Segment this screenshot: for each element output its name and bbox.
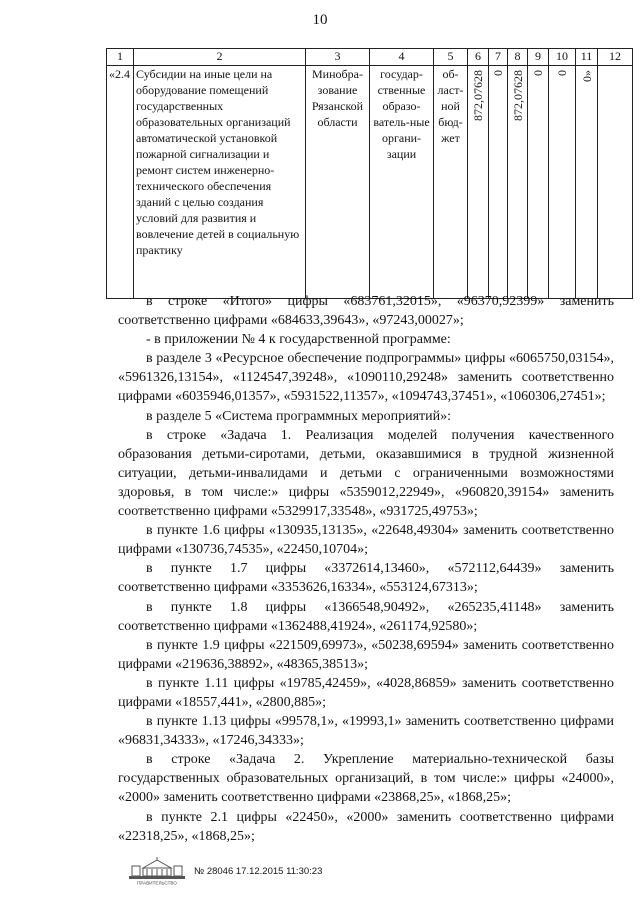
table-header: 6 bbox=[468, 49, 489, 66]
row-cell-10 bbox=[549, 66, 576, 299]
paragraph: в пункте 1.7 цифры «3372614,13460», «572112,64439» заменить соответственно цифрами «3353626,16334», «553124,67313»; bbox=[118, 561, 614, 596]
registration-stamp: № 28046 17.12.2015 11:30:23 bbox=[194, 865, 323, 877]
row-cell-11 bbox=[576, 66, 598, 299]
cell-value: 0» bbox=[579, 70, 594, 82]
paragraph: в разделе 5 «Система программных мероприятий»: bbox=[146, 408, 452, 424]
row-recipient: государ-ственные образо-ватель-ные органи-зации bbox=[370, 66, 434, 299]
row-responsible: Минобра-зование Рязанской области bbox=[306, 66, 370, 299]
body-text bbox=[118, 292, 614, 846]
row-cell-7 bbox=[489, 66, 508, 299]
program-table bbox=[106, 48, 633, 299]
cell-value: 872,07628 bbox=[471, 70, 485, 121]
paragraph: в строке «Задача 2. Укрепление материально-технической базы государственных образовательных организаций, в том числе:» цифры «24000», «2000» заменить соответственно цифрами «23868,25», «1868,25»; bbox=[118, 752, 614, 806]
table-header: 7 bbox=[489, 49, 508, 66]
paragraph: в пункте 1.9 цифры «221509,69973», «50238,69594» заменить соответственно цифрами «219636,38892», «48365,38513»; bbox=[118, 637, 614, 672]
paragraph: в пункте 1.13 цифры «99578,1», «19993,1» заменить соответственно цифрами «96831,34333», «17246,34333»; bbox=[118, 714, 614, 749]
table-header-row bbox=[107, 49, 633, 66]
table-header: 2 bbox=[134, 49, 306, 66]
cell-value: 872,07628 bbox=[510, 70, 525, 121]
paragraph: - в приложении № 4 к государственной программе: bbox=[146, 332, 451, 348]
page-number: 10 bbox=[312, 12, 328, 28]
table-header: 11 bbox=[576, 49, 598, 66]
seal-caption: ПРАВИТЕЛЬСТВО bbox=[137, 880, 177, 886]
table-header: 1 bbox=[107, 49, 134, 66]
table-header: 4 bbox=[370, 49, 434, 66]
table-header: 5 bbox=[434, 49, 468, 66]
table-header: 9 bbox=[528, 49, 549, 66]
paragraph: в пункте 1.6 цифры «130935,13135», «22648,49304» заменить соответственно цифрами «130736,74535», «22450,10704»; bbox=[118, 523, 614, 558]
row-number: «2.4 bbox=[107, 66, 134, 299]
cell-value: 0 bbox=[531, 70, 545, 76]
table-header: 12 bbox=[598, 49, 633, 66]
paragraph: в пункте 1.8 цифры «1366548,90492», «265235,41148» заменить соответственно цифрами «1362488,41924», «261174,92580»; bbox=[118, 599, 614, 634]
row-cell-8 bbox=[508, 66, 528, 299]
paragraph: в пункте 1.11 цифры «19785,42459», «4028,86859» заменить соответственно цифрами «18557,441», «2800,885»; bbox=[118, 675, 614, 710]
cell-value: 0 bbox=[555, 70, 569, 76]
paragraph: в строке «Итого» цифры «683761,32015», «96370,92399» заменить соответственно цифрами «684633,39643», «97243,00027»; bbox=[118, 294, 614, 329]
row-cell-6 bbox=[468, 66, 489, 299]
document-footer bbox=[128, 856, 322, 886]
table-header: 10 bbox=[549, 49, 576, 66]
table-header: 8 bbox=[508, 49, 528, 66]
table-header: 3 bbox=[306, 49, 370, 66]
table-row bbox=[107, 66, 633, 299]
government-building-logo bbox=[128, 856, 186, 886]
cell-value: 0 bbox=[491, 70, 505, 76]
row-description: Субсидии на иные цели на оборудование помещений государственных образовательных организаций автоматической установкой пожарной сигнализации и ремонт систем инженерно-технического обеспечения зданий с целью создания условий для развития и вовлечение детей в социальную практику bbox=[134, 66, 306, 299]
paragraph: в строке «Задача 1. Реализация моделей получения качественного образования детьми-сиротами, детьми, оказавшимися в трудной жизненной ситуации, детьми-инвалидами и детьми с ограниченными возможностями здоровья, в том числе:» цифры «5359012,22949», «960820,39154» заменить соответственно цифрами «5329917,33548», «931725,49753»; bbox=[118, 427, 614, 520]
row-cell-12 bbox=[598, 66, 633, 299]
paragraph: в разделе 3 «Ресурсное обеспечение подпрограммы» цифры «6065750,03154», «5961326,13154», «1124547,39248», «1090110,29248» заменить соответственно цифрами «6035946,01357», «5931522,11357», «1094743,37451», «1060306,27451»; bbox=[118, 351, 614, 405]
paragraph: в пункте 2.1 цифры «22450», «2000» заменить соответственно цифрами «22318,25», «1868,25»; bbox=[118, 809, 614, 844]
row-cell-9 bbox=[528, 66, 549, 299]
row-funding-source: об-ласт-ной бюд-жет bbox=[434, 66, 468, 299]
